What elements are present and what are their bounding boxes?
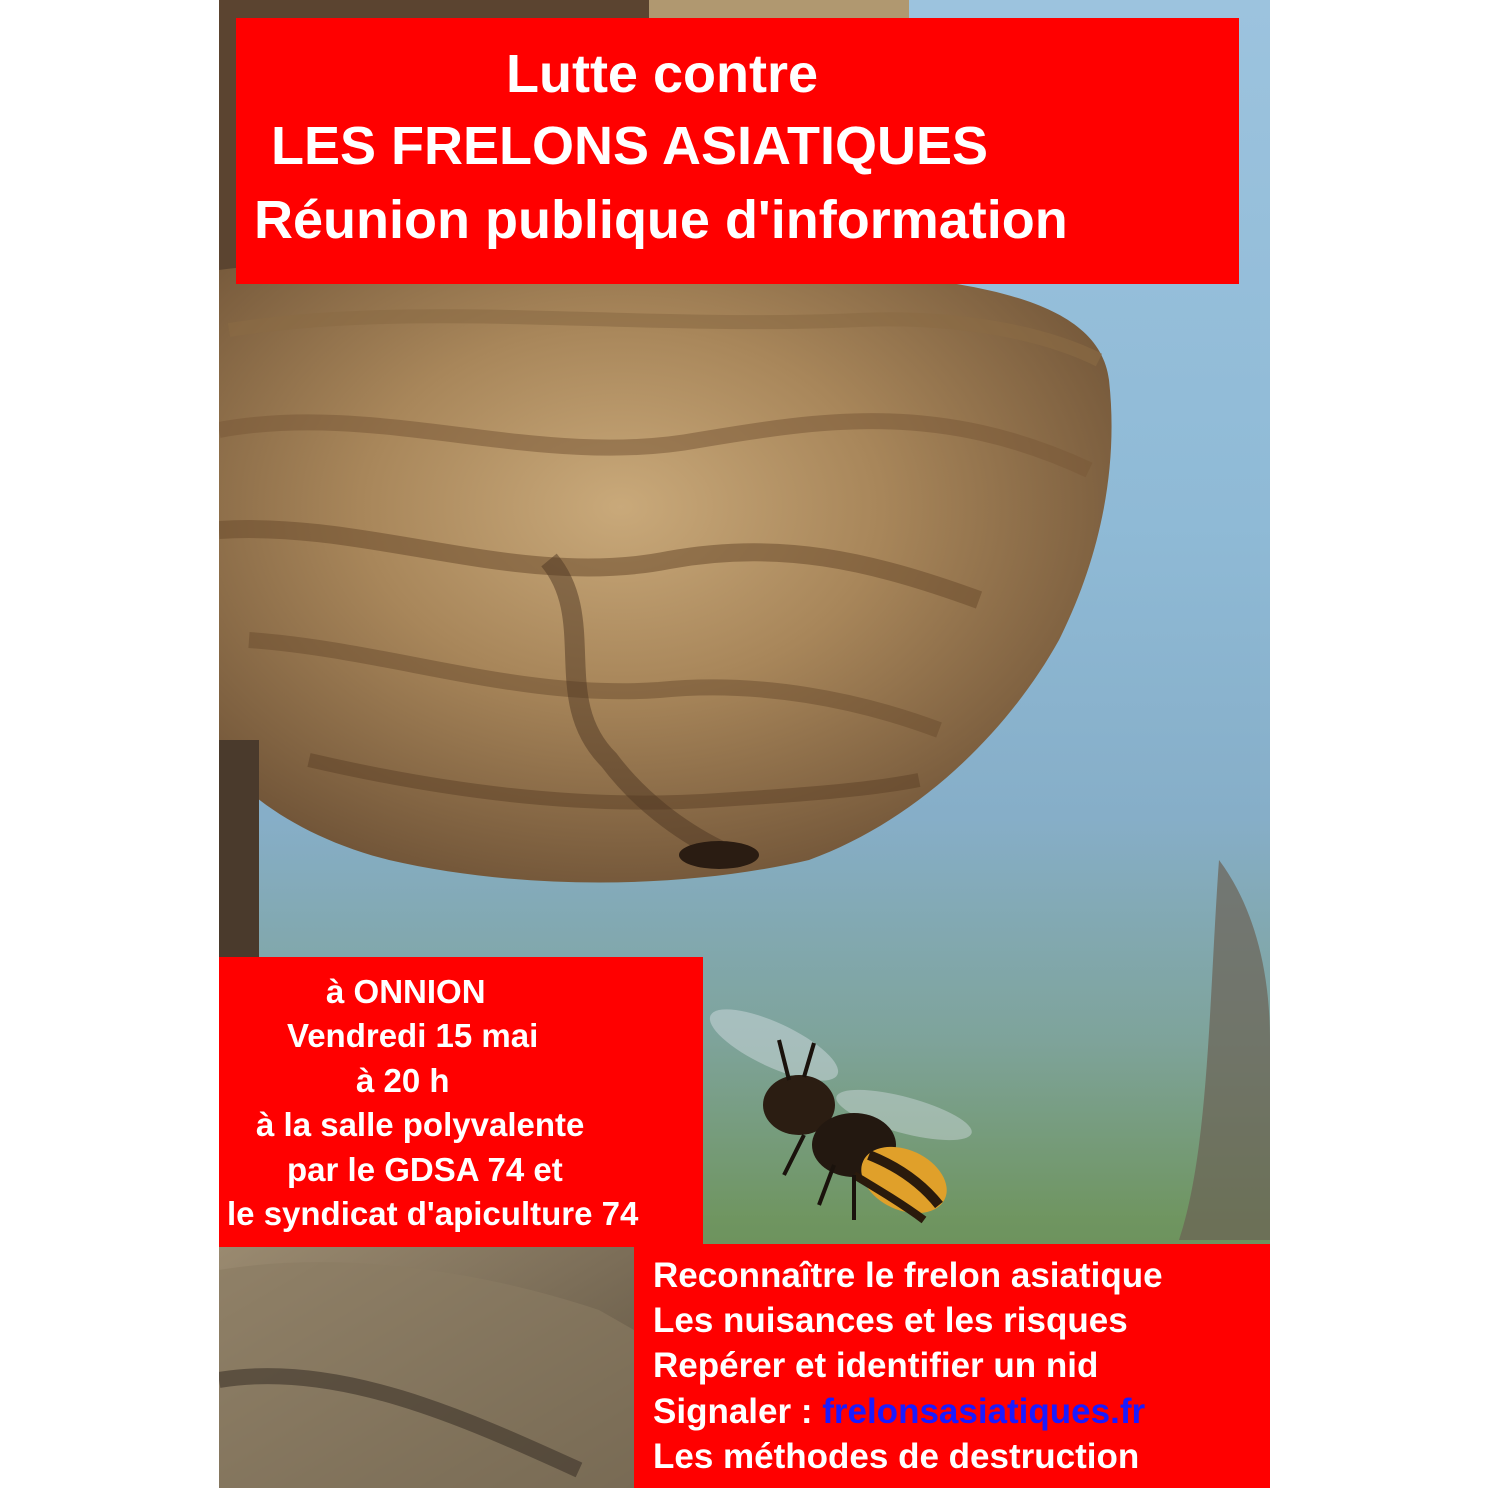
title-line-2: LES FRELONS ASIATIQUES: [271, 116, 989, 176]
topic-item-5: Les méthodes de destruction: [653, 1437, 1140, 1476]
topic-item-1: Reconnaître le frelon asiatique: [653, 1256, 1163, 1295]
asian-hornet-in-flight: [704, 1005, 984, 1235]
event-organizer-2: le syndicat d'apiculture 74: [227, 1195, 639, 1232]
title-line-3: Réunion publique d'information: [254, 190, 1068, 250]
topic-item-4-label: Signaler :: [653, 1392, 823, 1431]
title-line-1: Lutte contre: [506, 44, 819, 104]
topic-item-3: Repérer et identifier un nid: [653, 1346, 1099, 1385]
topic-item-4: [653, 1390, 1145, 1434]
event-place: à ONNION: [326, 973, 486, 1010]
title-box: [236, 18, 1239, 284]
report-website-link[interactable]: frelonsasiatiques.fr: [822, 1392, 1146, 1431]
event-info-box: [219, 957, 703, 1247]
event-organizer-1: par le GDSA 74 et: [287, 1151, 563, 1188]
topics-box: [634, 1244, 1270, 1488]
poster: [219, 0, 1270, 1488]
topic-item-2: Les nuisances et les risques: [653, 1301, 1128, 1340]
event-date: Vendredi 15 mai: [287, 1017, 539, 1054]
event-venue: à la salle polyvalente: [256, 1106, 585, 1143]
event-time: à 20 h: [356, 1062, 450, 1099]
